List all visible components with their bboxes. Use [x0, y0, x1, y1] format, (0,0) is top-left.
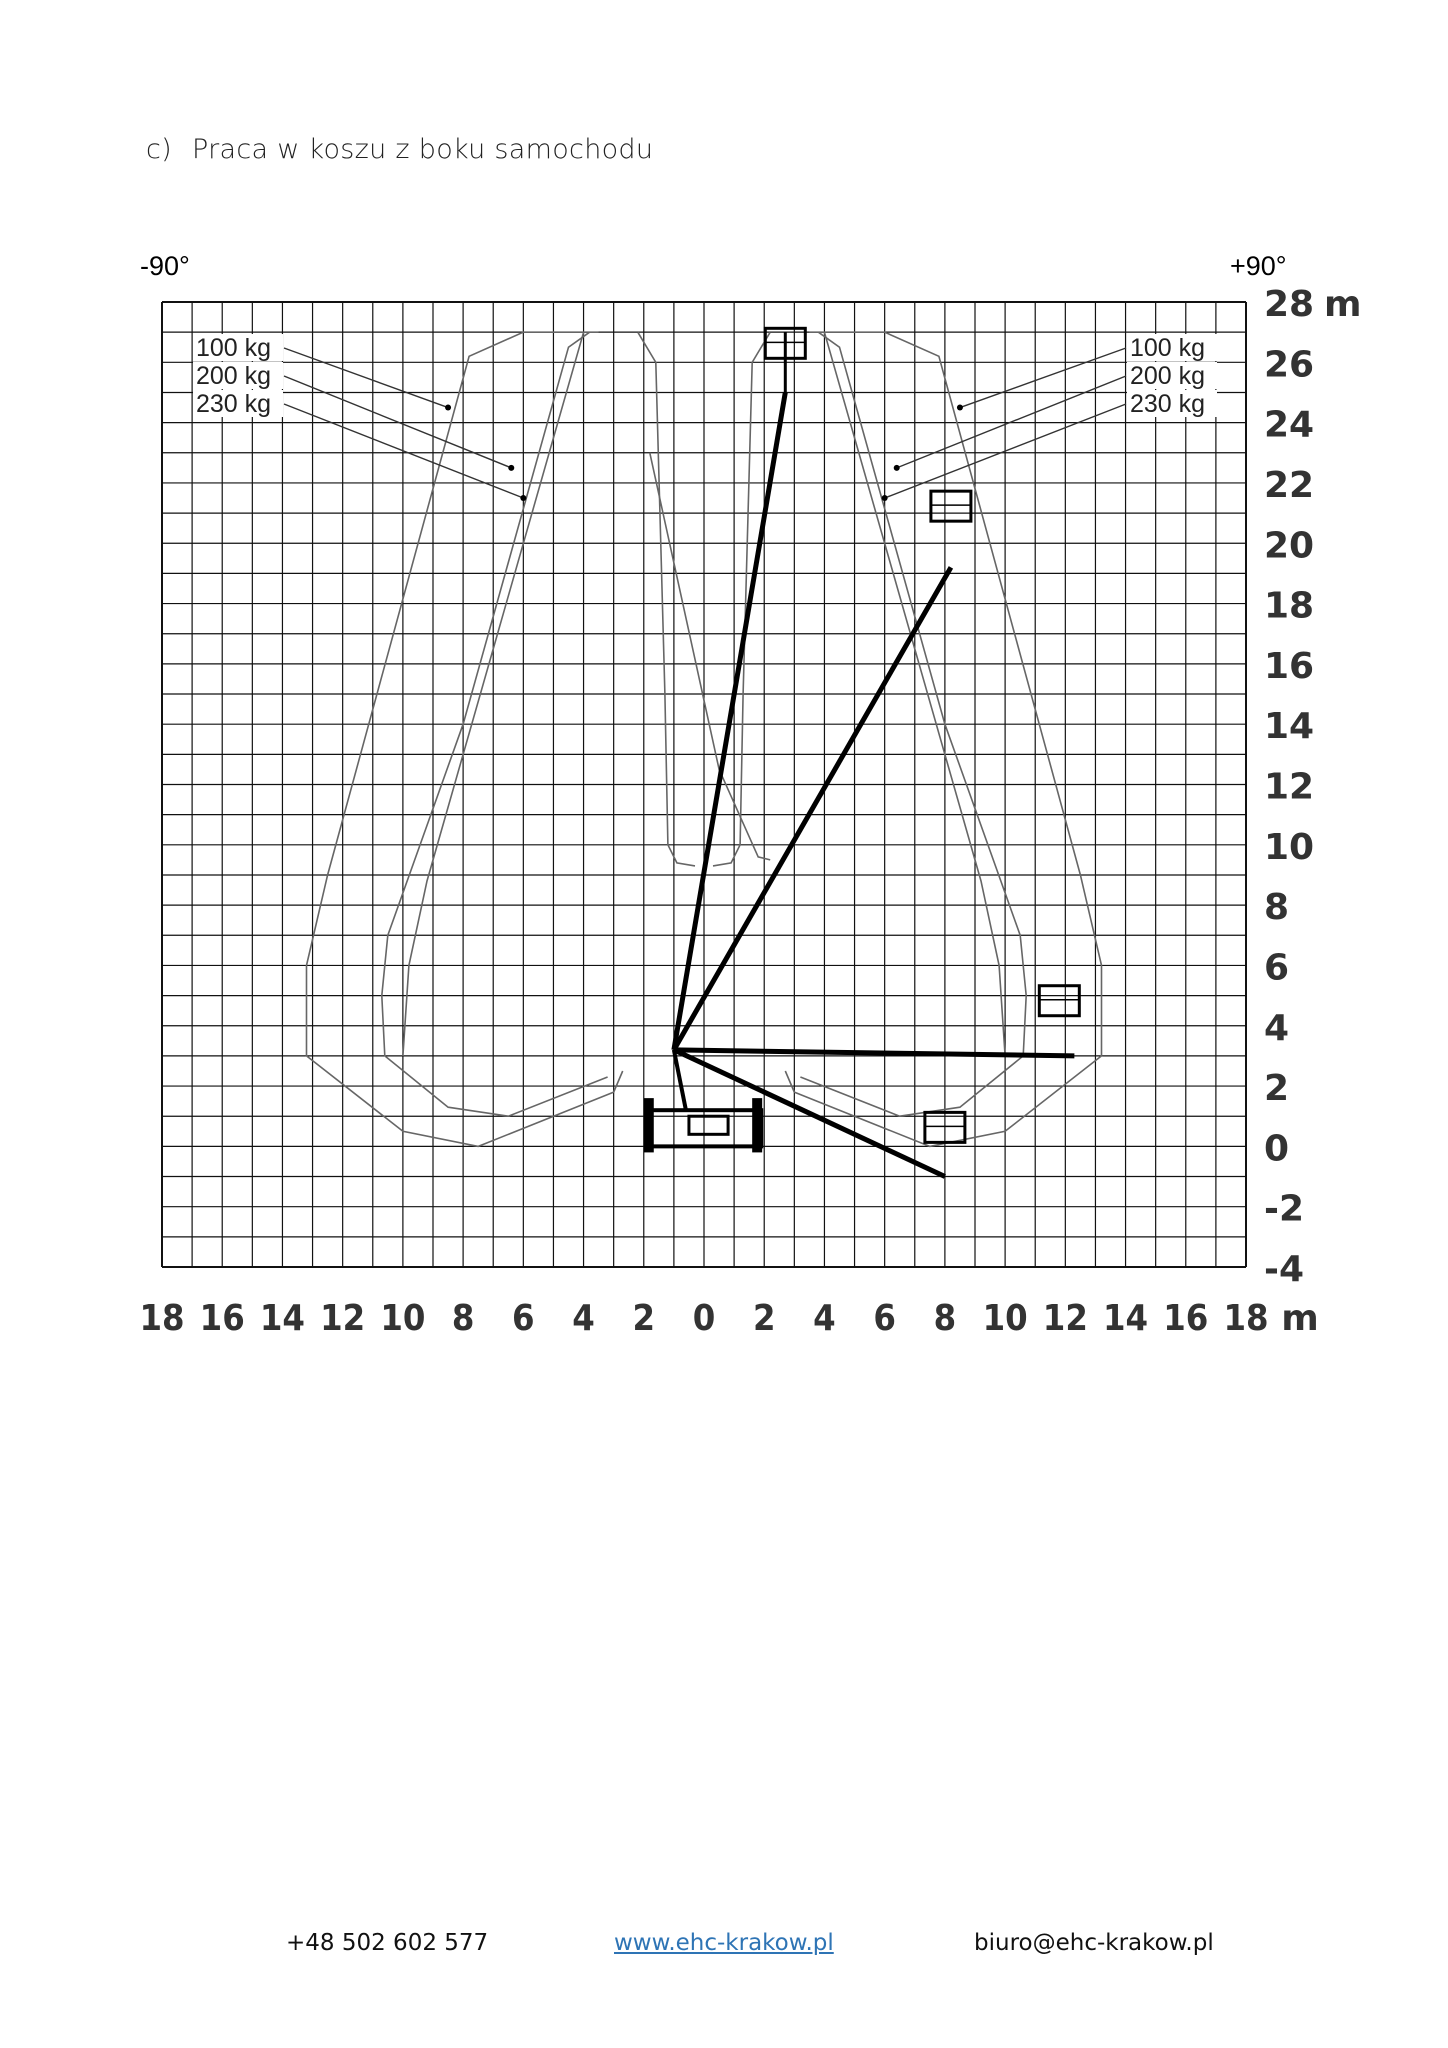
y-tick-label: 24 [1264, 404, 1315, 446]
truck-and-booms [644, 328, 1080, 1176]
x-tick-label: 8 [451, 1298, 475, 1339]
x-tick-label: 4 [572, 1298, 595, 1339]
load-label-left: 230 kg [196, 390, 272, 418]
x-tick-label: 18 [139, 1298, 185, 1339]
leader-arrowhead-left [445, 405, 451, 411]
x-tick-label: 2 [632, 1298, 656, 1339]
x-tick-label: 16 [199, 1298, 245, 1339]
turret [689, 1116, 728, 1134]
x-tick-label: 2 [752, 1298, 776, 1339]
x-tick-label: 14 [1103, 1298, 1149, 1339]
angle-label-right: +90° [1230, 251, 1287, 281]
y-tick-label: 28 [1264, 284, 1315, 325]
y-tick-label: 20 [1264, 525, 1315, 567]
basket-horizontal [1039, 986, 1079, 1016]
x-tick-label: 16 [1163, 1298, 1209, 1339]
x-tick-label: 12 [1042, 1298, 1088, 1339]
y-tick-label: 4 [1264, 1007, 1290, 1049]
y-tick-label: 26 [1264, 344, 1315, 386]
x-axis-ticks [139, 1298, 1318, 1339]
y-tick-label: 16 [1264, 645, 1315, 687]
boom-downward [674, 1050, 945, 1177]
angle-label-left: -90° [140, 251, 190, 281]
leader-arrow-left [284, 404, 523, 498]
section-number: c) [146, 134, 172, 165]
section-title: Praca w koszu z boku samochodu [191, 134, 654, 165]
envelope-inner-right [713, 332, 770, 866]
y-tick-label: 10 [1264, 826, 1315, 868]
x-axis-unit: m [1281, 1298, 1319, 1339]
leader-arrowhead-left [520, 495, 526, 501]
y-tick-label: 0 [1264, 1128, 1290, 1170]
wheel-left [644, 1098, 654, 1152]
y-tick-label: 8 [1264, 887, 1290, 929]
turret-post [674, 1050, 686, 1110]
diagram-labels [140, 251, 1287, 281]
y-tick-label: -4 [1264, 1249, 1304, 1290]
x-tick-label: 10 [982, 1298, 1028, 1339]
envelope-inner-cross [650, 453, 770, 860]
y-tick-label: 12 [1264, 766, 1315, 808]
x-tick-label: 8 [933, 1298, 957, 1339]
footer-email: biuro@ehc-krakow.pl [974, 1930, 1214, 1956]
x-tick-label: 18 [1223, 1298, 1269, 1339]
leader-arrowhead-right [882, 495, 888, 501]
x-tick-label: 6 [873, 1298, 896, 1339]
x-tick-label: 0 [692, 1298, 716, 1339]
y-axis-unit: m [1324, 284, 1362, 325]
x-tick-label: 14 [259, 1298, 305, 1339]
y-tick-label: -2 [1264, 1188, 1304, 1230]
footer-website-link[interactable]: www.ehc-krakow.pl [614, 1930, 834, 1956]
x-tick-label: 12 [320, 1298, 366, 1339]
footer-phone: +48 502 602 577 [286, 1930, 489, 1956]
basket-diagonal [931, 491, 971, 521]
y-tick-label: 14 [1264, 706, 1315, 748]
wheel-right [752, 1098, 762, 1152]
leader-arrow-right [960, 348, 1126, 408]
load-label-right: 230 kg [1130, 390, 1206, 418]
leader-arrowhead-right [957, 405, 963, 411]
y-axis-ticks [1264, 284, 1362, 1290]
leader-arrow-left [284, 348, 448, 408]
y-tick-label: 2 [1264, 1068, 1290, 1110]
envelope-left-100kg [307, 332, 623, 1146]
load-label-right: 100 kg [1130, 334, 1206, 362]
load-label-left: 200 kg [196, 362, 272, 390]
load-label-left: 100 kg [196, 334, 272, 362]
leader-arrowhead-left [508, 465, 514, 471]
envelope-inner-left [638, 332, 695, 866]
load-label-right: 200 kg [1130, 362, 1206, 390]
x-tick-label: 6 [512, 1298, 535, 1339]
grid [162, 302, 1246, 1267]
leader-arrowhead-right [894, 465, 900, 471]
x-tick-label: 4 [813, 1298, 836, 1339]
y-tick-label: 18 [1264, 585, 1315, 627]
x-tick-label: 10 [380, 1298, 426, 1339]
load-labels [193, 334, 1217, 501]
y-tick-label: 6 [1264, 947, 1290, 989]
envelope-right-100kg [785, 332, 1101, 1146]
y-tick-label: 22 [1264, 464, 1315, 506]
